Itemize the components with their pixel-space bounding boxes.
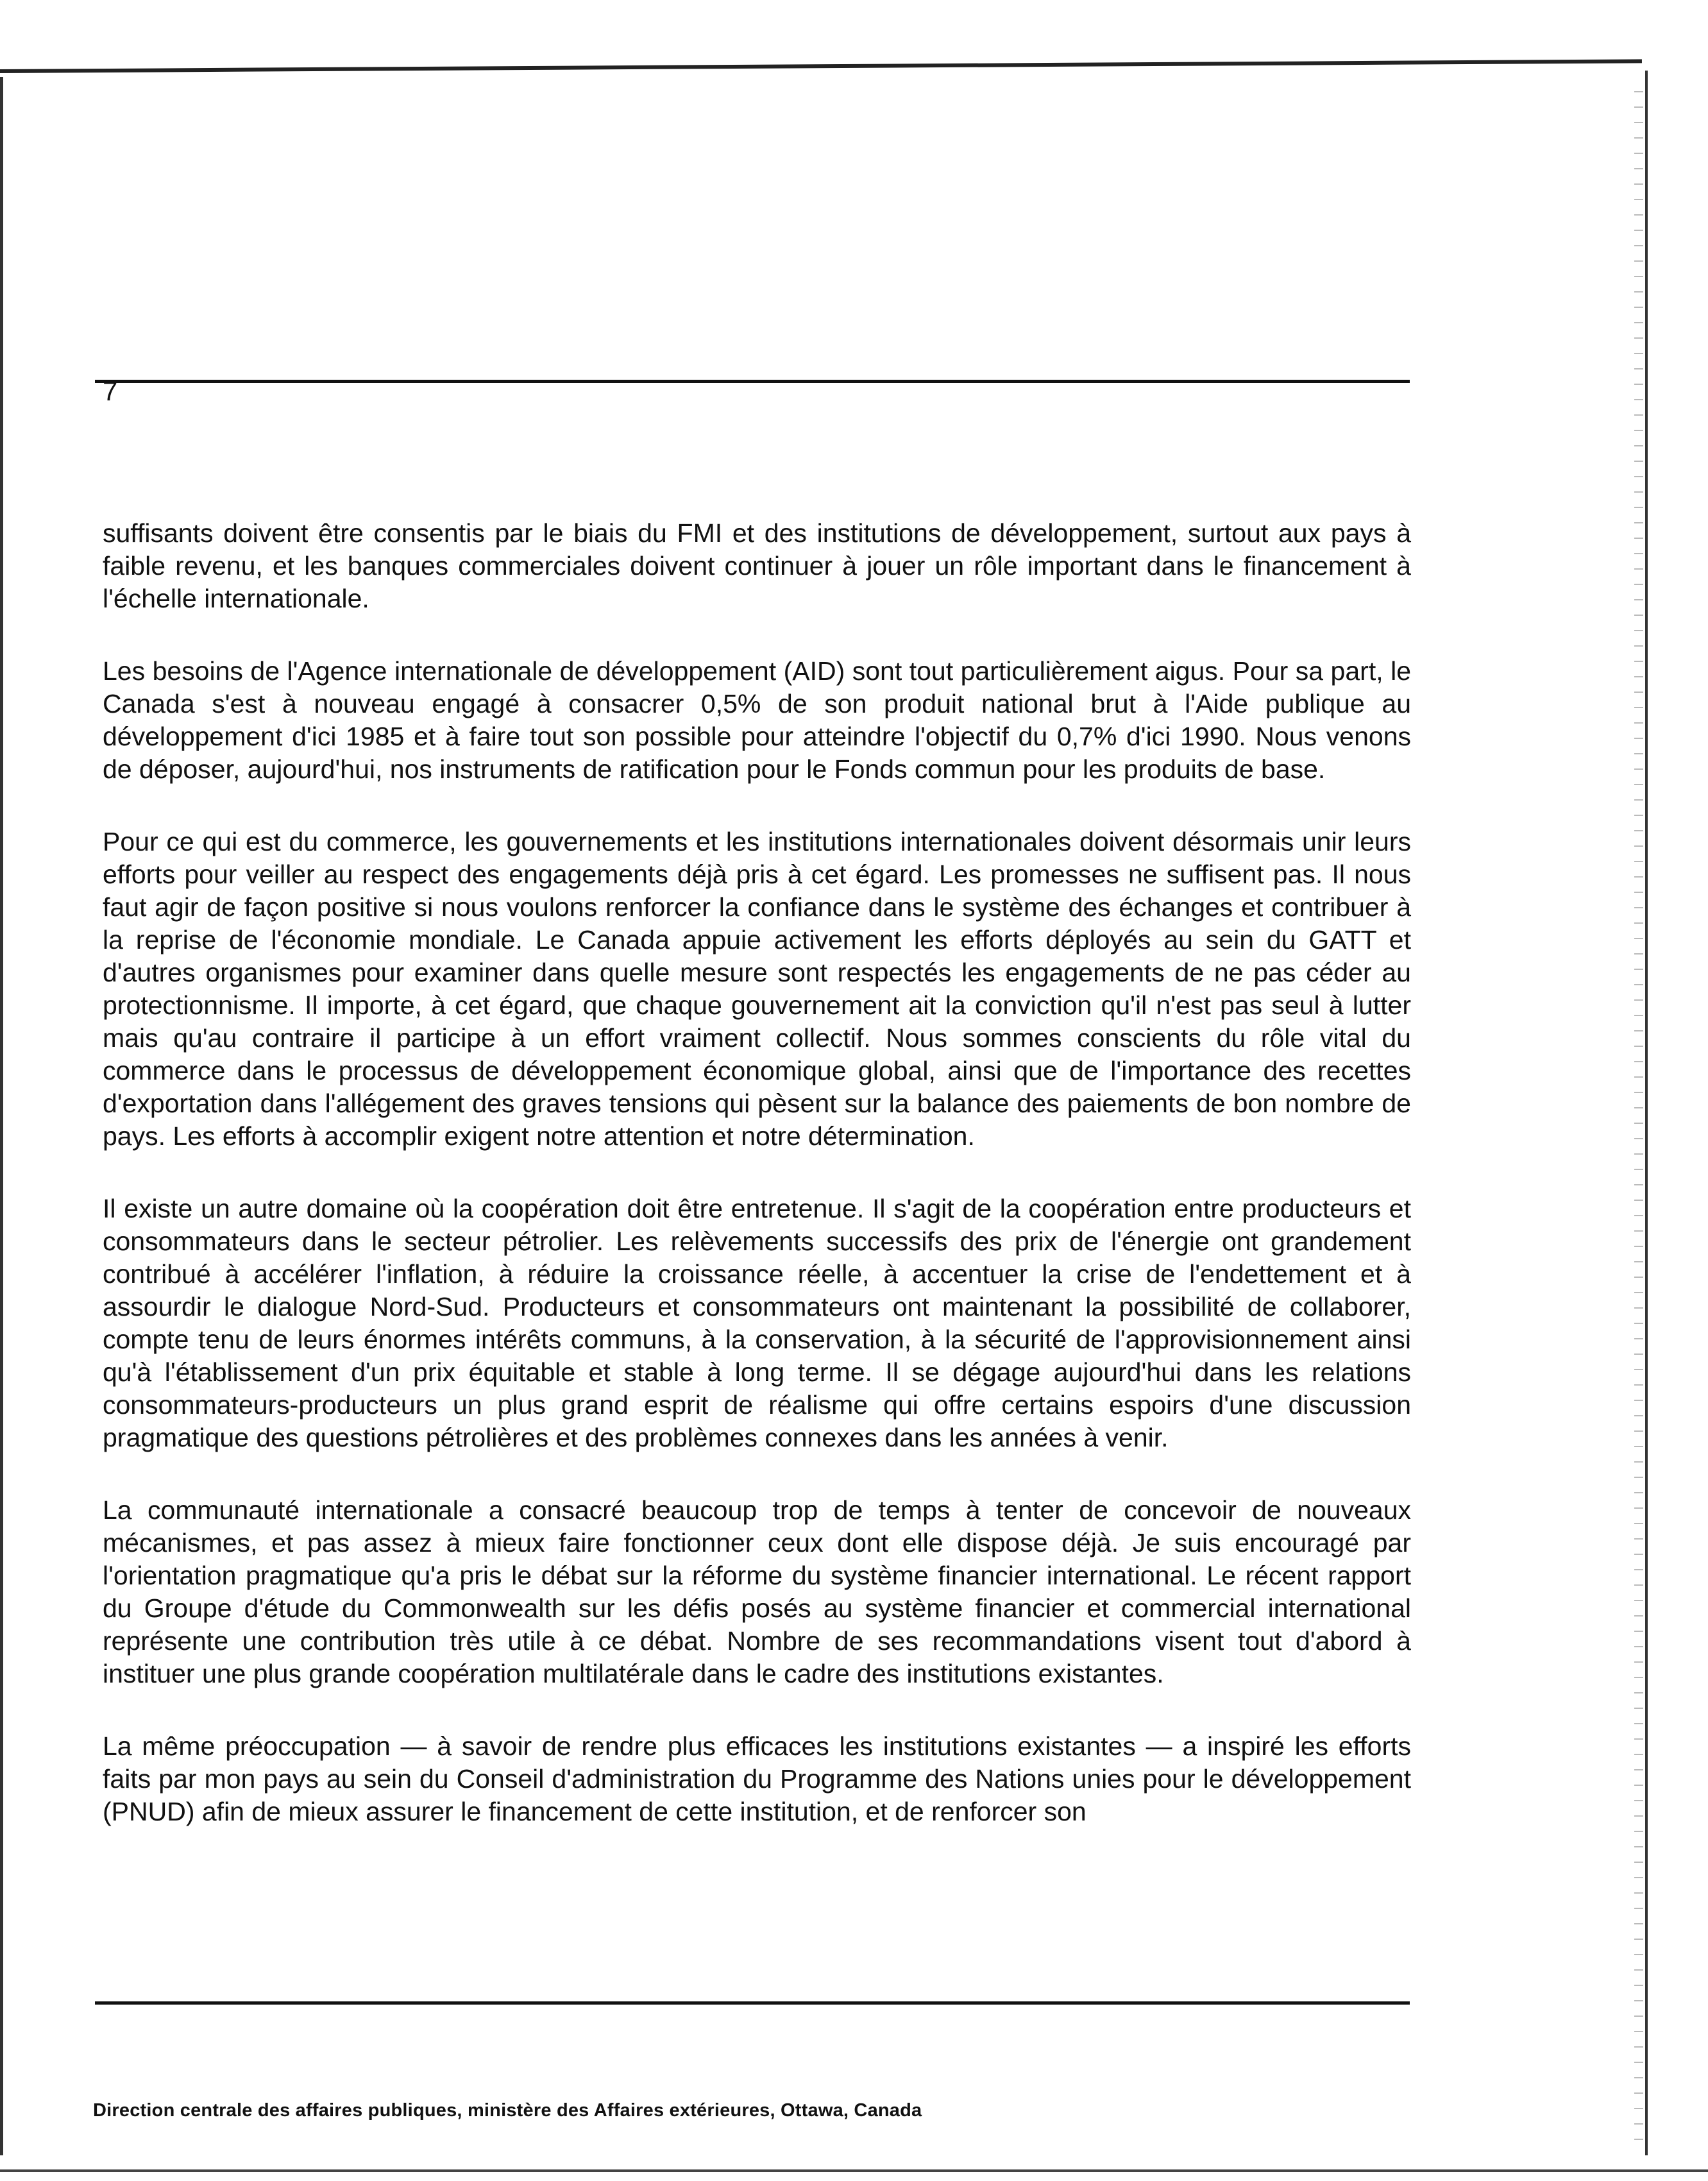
- frame-right-edge: [1645, 71, 1648, 2155]
- paragraph: La communauté internationale a consacré beaucoup trop de temps à tenter de concevoir de nouveaux mécanismes, et pas assez à mieux faire fonctionner ceux dont elle dispose déjà. Je suis encouragé par l'orientation pragmatique qu'a pris le débat sur la réforme du système financier international. Le récent rapport du Groupe d'étude du Commonwealth sur les défis posés au système financier et commercial international représente une contribution très utile à ce débat. Nombre de ses recommandations visent tout d'abord à instituer une plus grande coopération multilatérale dans le cadre des institutions existantes.: [103, 1495, 1411, 1688]
- paragraph: Les besoins de l'Agence internationale de développement (AID) sont tout particulièrement aigus. Pour sa part, le Canada s'est à nouveau engagé à consacrer 0,5% de son produit national brut à l'Aide publique au développement d'ici 1985 et à faire tout son possible pour atteindre l'objectif du 0,7% d'ici 1990. Nous venons de déposer, aujourd'hui, nos instruments de ratification pour le Fonds commun pour les produits de base.: [103, 656, 1411, 784]
- frame-top-edge: [0, 59, 1642, 73]
- frame-right-perforation: [1634, 77, 1643, 2149]
- frame-left-edge: [0, 77, 3, 2155]
- frame-bottom-edge: [0, 2169, 1708, 2172]
- page-number: 7: [103, 376, 118, 406]
- footer-rule: [95, 2001, 1410, 2005]
- paragraph: suffisants doivent être consentis par le biais du FMI et des institutions de développement, surtout aux pays à faible revenu, et les banques commerciales doivent continuer à jouer un rôle important dans le financement à l'échelle internationale.: [103, 518, 1411, 613]
- header-rule: [95, 380, 1410, 383]
- footer-text: Direction centrale des affaires publiques, ministère des Affaires extérieures, Ottawa, Canada: [93, 2100, 922, 2121]
- paragraph: Pour ce qui est du commerce, les gouvernements et les institutions internationales doivent désormais unir leurs efforts pour veiller au respect des engagements déjà pris à cet égard. Les promesses ne suffisent pas. Il nous faut agir de façon positive si nous voulons renforcer la confiance dans le système des échanges et contribuer à la reprise de l'économie mondiale. Le Canada appuie activement les efforts déployés au sein du GATT et d'autres organismes pour examiner dans quelle mesure sont respectés les engagements de ne pas céder au protectionnisme. Il importe, à cet égard, que chaque gouvernement ait la conviction qu'il n'est pas seul à lutter mais qu'au contraire il participe à un effort vraiment collectif. Nous sommes conscients du rôle vital du commerce dans le processus de développement économique global, ainsi que de l'importance des recettes d'exportation dans l'allégement des graves tensions qui pèsent sur la balance des paiements de bon nombre de pays. Les efforts à accomplir exigent notre attention et notre détermination.: [103, 827, 1411, 1151]
- paragraph: Il existe un autre domaine où la coopération doit être entretenue. Il s'agit de la coopération entre producteurs et consommateurs dans le secteur pétrolier. Les relèvements successifs des prix de l'énergie ont grandement contribué à accélérer l'inflation, à réduire la croissance réelle, à accentuer la crise de l'endettement et à assourdir le dialogue Nord-Sud. Producteurs et consommateurs ont maintenant la possibilité de collaborer, compte tenu de leurs énormes intérêts communs, à la conservation, à la sécurité de l'approvisionnement ainsi qu'à l'établissement d'un prix équitable et stable à long terme. Il se dégage aujourd'hui dans les relations consommateurs-producteurs un plus grand esprit de réalisme qui offre certains espoirs d'une discussion pragmatique des questions pétrolières et des problèmes connexes dans les années à venir.: [103, 1194, 1411, 1452]
- document-body: [103, 517, 1411, 1828]
- paragraph: La même préoccupation — à savoir de rendre plus efficaces les institutions existantes — a inspiré les efforts faits par mon pays au sein du Conseil d'administration du Programme des Nations unies pour le développement (PNUD) afin de mieux assurer le financement de cette institution, et de renforcer son: [103, 1731, 1411, 1826]
